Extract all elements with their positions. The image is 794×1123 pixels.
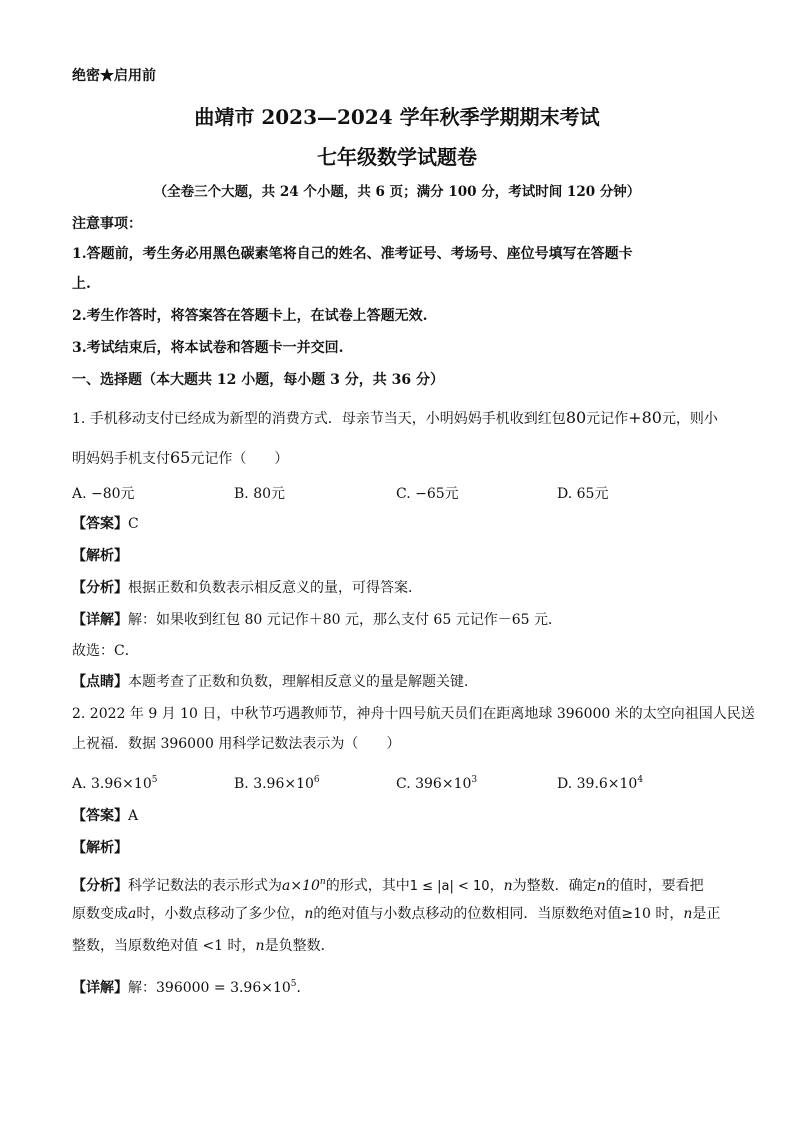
q2-stem-line2: 上祝福．数据 396000 用科学记数法表示为（ ） (72, 736, 401, 752)
notes-heading: 注意事项： (72, 216, 142, 232)
q1-stem-line2: 明妈妈手机支付65元记作（ ） (72, 448, 289, 467)
q2-fenxi-line1: 【分析】科学记数法的表示形式为$a\times 10^n$的形式，其中1 ≤ |a| < 10，n为整数．确定n的值时，要看把 (72, 877, 704, 894)
note-3: 3.考试结束后，将本试卷和答题卡一并交回. (72, 340, 344, 356)
q1-option-c: C. −65元 (396, 486, 459, 502)
q1-xiangjie: 【详解】解：如果收到红包 80 元记作＋80 元，那么支付 65 元记作－65 元． (72, 612, 562, 628)
q2-answer: 【答案】A (72, 808, 139, 824)
exam-subject-title: 七年级数学试题卷 (317, 145, 477, 169)
q1-option-d: D. 65元 (557, 486, 609, 502)
q2-option-d: D. $39.6\times 10^4$ (557, 775, 644, 792)
exam-title: 曲靖市 2023—2024 学年秋季学期期末考试 (194, 105, 600, 129)
q2-option-b: B. $3.96\times 10^6$ (234, 775, 320, 792)
q1-analysis-tag: 【解析】 (72, 548, 128, 564)
q1-dianjing: 【点睛】本题考查了正数和负数，理解相反意义的量是解题关键． (72, 674, 478, 690)
q1-option-a: A. −80元 (72, 486, 135, 502)
q2-option-a: A. $3.96\times 10^5$ (72, 775, 158, 792)
note-1-cont: 上. (72, 276, 91, 292)
q1-stem-line1: 1. 手机移动支付已经成为新型的消费方式．母亲节当天，小明妈妈手机收到红包80元记作+80元，则小 (72, 408, 718, 427)
q2-fenxi-line3: 整数，当原数绝对值 <1 时，n是负整数． (72, 938, 335, 954)
q2-xiangjie: 【详解】解：$396000 = 3.96\times 10^5$． (72, 979, 311, 996)
q1-fenxi: 【分析】根据正数和负数表示相反意义的量，可得答案． (72, 580, 422, 596)
note-2: 2.考生作答时，将答案答在答题卡上，在试卷上答题无效. (72, 308, 428, 324)
note-1: 1.答题前，考生务必用黑色碳素笔将自己的姓名、准考证号、考场号、座位号填写在答题卡 (72, 246, 633, 262)
q1-option-b: B. 80元 (234, 486, 286, 502)
q2-fenxi-line2: 原数变成a时，小数点移动了多少位，n的绝对值与小数点移动的位数相同．当原数绝对值≥10 时，n是正 (72, 906, 721, 922)
q2-stem-line1: 2. 2022 年 9 月 10 日，中秋节巧遇教师节，神舟十四号航天员们在距离地球 396000 米的太空向祖国人民送 (72, 706, 755, 722)
section-heading: 一、选择题（本大题共 12 小题，每小题 3 分，共 36 分） (72, 372, 444, 388)
q1-answer: 【答案】C (72, 516, 139, 532)
q2-analysis-tag: 【解析】 (72, 840, 128, 856)
q1-guxuan: 故选：C． (72, 643, 139, 659)
secret-label: 绝密★启用前 (72, 68, 156, 84)
exam-info: （全卷三个大题，共 24 个小题，共 6 页；满分 100 分，考试时间 120 分钟） (153, 184, 641, 200)
q2-option-c: C. $396\times 10^3$ (396, 775, 478, 792)
